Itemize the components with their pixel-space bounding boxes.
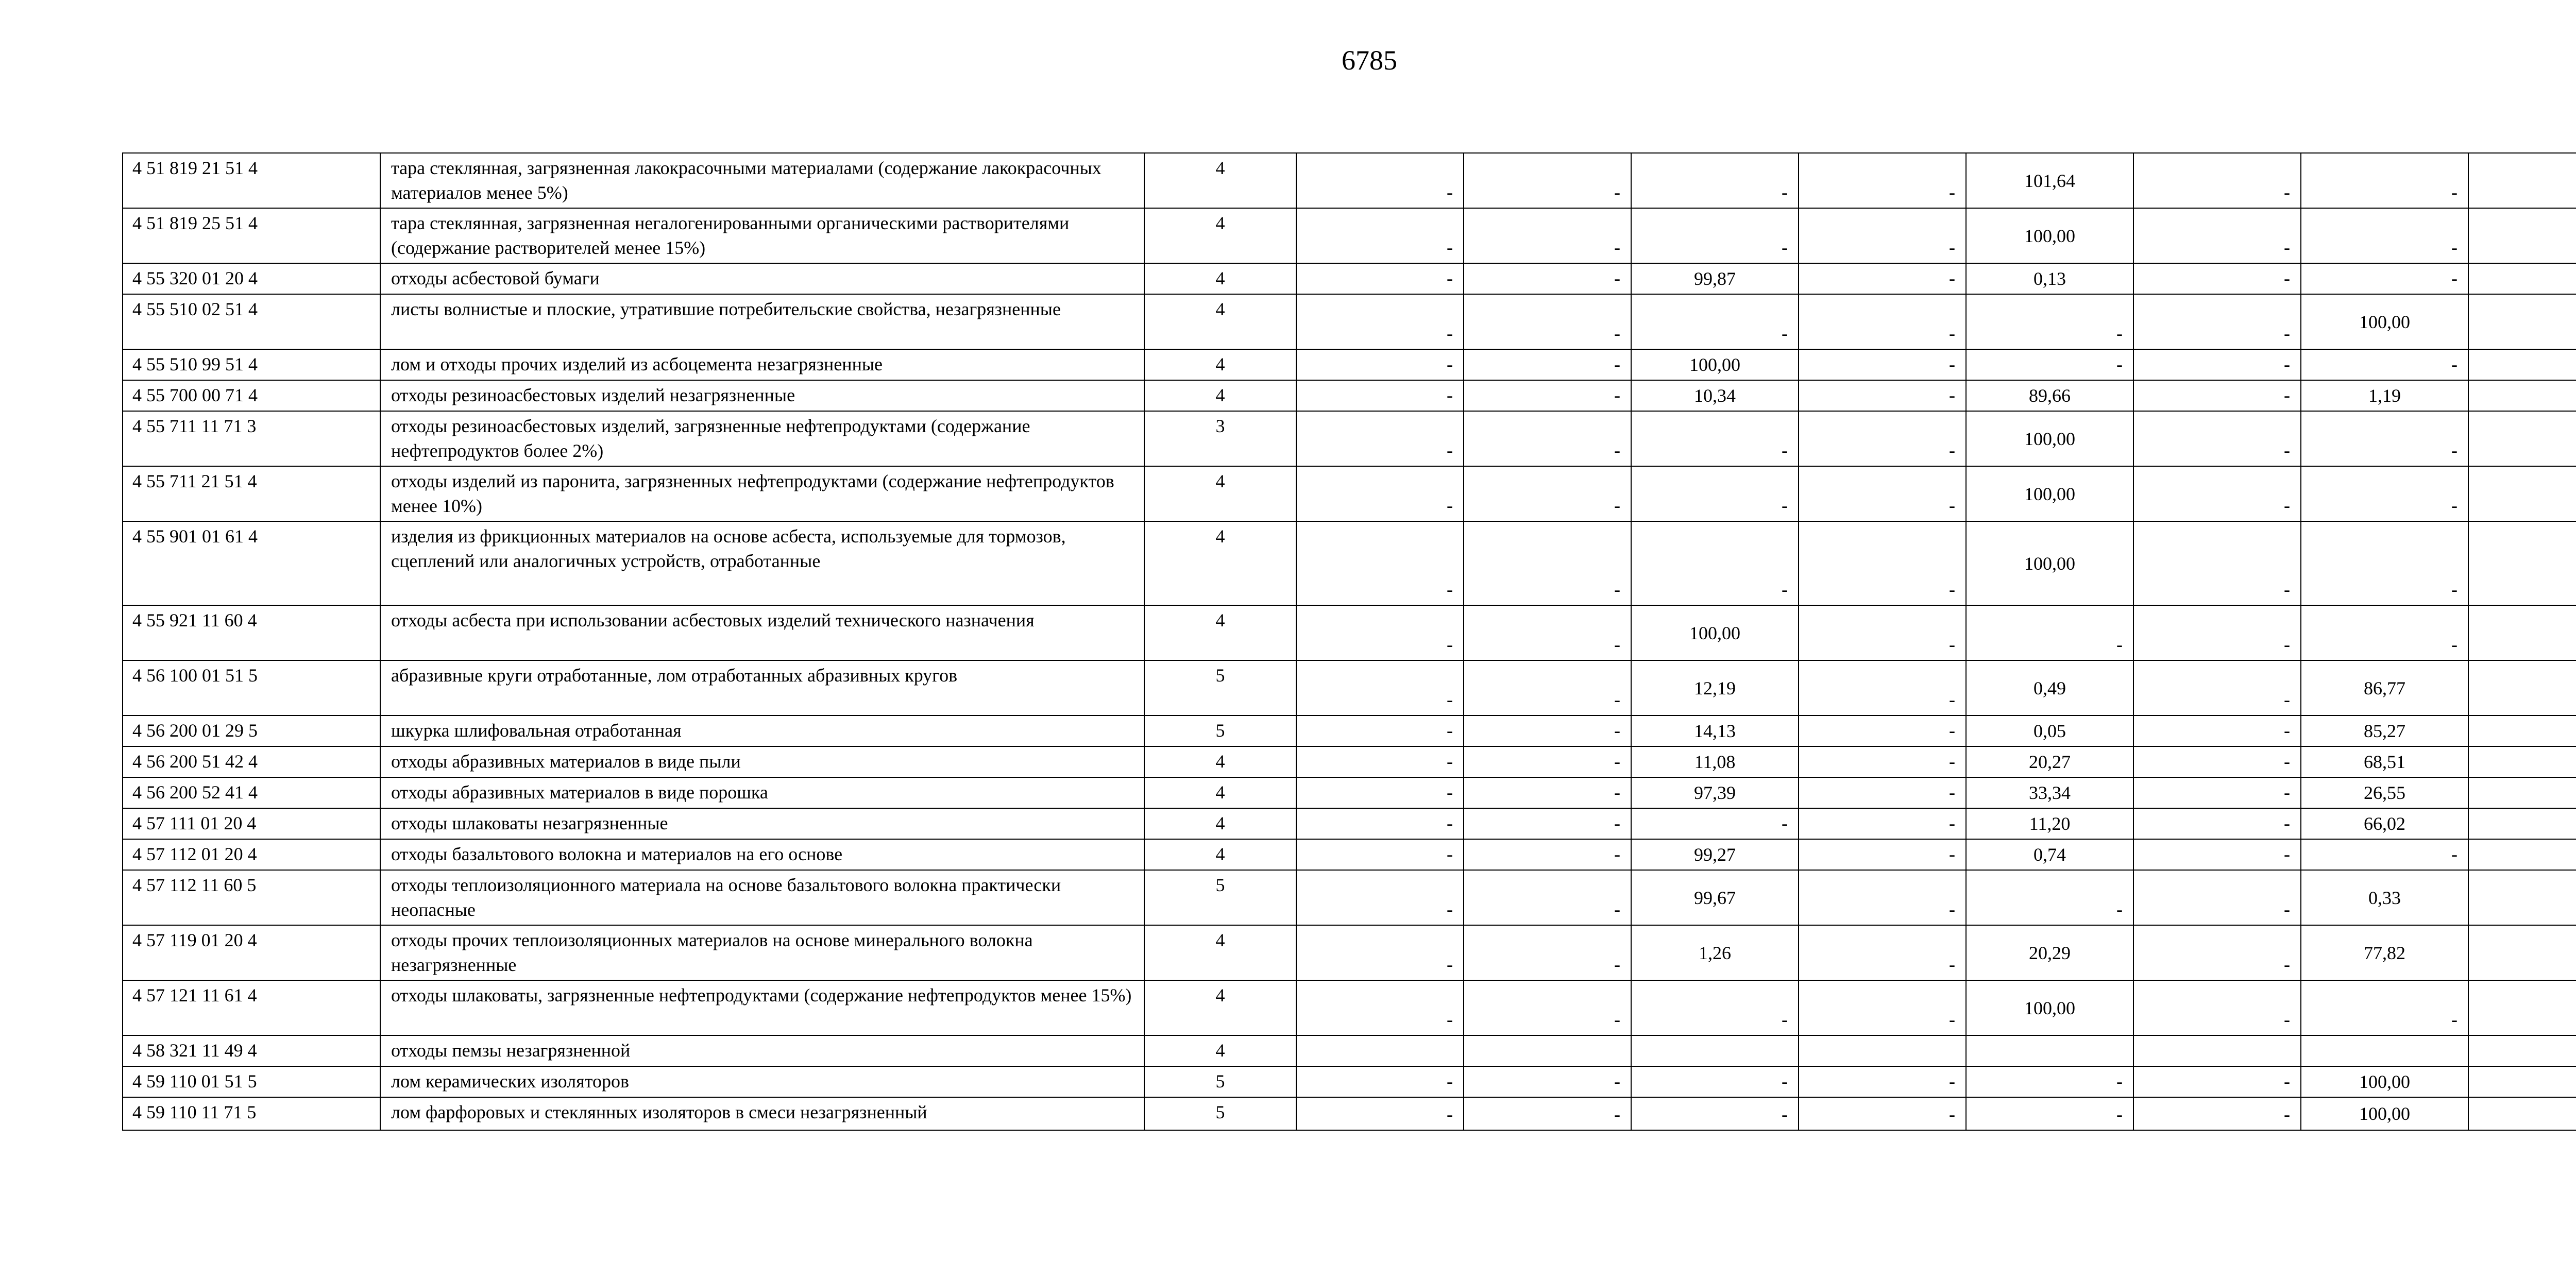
hazard-class-cell: 4 — [1144, 808, 1296, 839]
waste-name-cell: отходы абразивных материалов в виде пыли — [380, 746, 1144, 777]
value-cell: - — [1799, 660, 1966, 715]
value-cell: - — [1799, 808, 1966, 839]
value-cell: - — [1464, 660, 1631, 715]
waste-name-cell: отходы базальтового волокна и материалов на его основе — [380, 839, 1144, 870]
waste-name-cell: листы волнистые и плоские, утратившие потребительские свойства, незагрязненные — [380, 294, 1144, 349]
waste-composition-table — [122, 152, 2576, 1131]
value-cell — [2468, 1066, 2576, 1097]
value-cell: 33,34 — [1966, 777, 2133, 808]
value-cell: - — [2133, 605, 2301, 660]
value-cell: - — [1296, 980, 1464, 1035]
waste-name-cell: лом керамических изоляторов — [380, 1066, 1144, 1097]
waste-code-cell: 4 57 121 11 61 4 — [123, 980, 380, 1035]
table-row — [123, 263, 2576, 294]
value-cell: - — [1464, 715, 1631, 746]
value-cell: - — [1799, 715, 1966, 746]
value-cell: - — [1464, 294, 1631, 349]
value-cell: - — [1799, 208, 1966, 263]
hazard-class-cell: 4 — [1144, 746, 1296, 777]
value-cell — [2468, 980, 2576, 1035]
value-cell — [2468, 411, 2576, 466]
value-cell: - — [1799, 1097, 1966, 1130]
value-cell: - — [2133, 380, 2301, 411]
value-cell: - — [1966, 870, 2133, 925]
value-cell: - — [1799, 777, 1966, 808]
value-cell — [2468, 349, 2576, 380]
value-cell: - — [1296, 839, 1464, 870]
table-row — [123, 153, 2576, 208]
value-cell: 100,00 — [1966, 521, 2133, 605]
table-row — [123, 808, 2576, 839]
value-cell: - — [2133, 411, 2301, 466]
waste-name-cell: отходы теплоизоляционного материала на основе базальтового волокна практически неопасные — [380, 870, 1144, 925]
value-cell: - — [2133, 1066, 2301, 1097]
table-row — [123, 411, 2576, 466]
page-number: 6785 — [1342, 45, 1397, 76]
hazard-class-cell: 4 — [1144, 349, 1296, 380]
waste-code-cell: 4 57 112 11 60 5 — [123, 870, 380, 925]
value-cell: - — [2301, 466, 2468, 521]
value-cell: - — [1464, 521, 1631, 605]
value-cell: - — [2301, 411, 2468, 466]
value-cell: - — [1296, 808, 1464, 839]
table-row — [123, 208, 2576, 263]
waste-code-cell: 4 51 819 21 51 4 — [123, 153, 380, 208]
waste-name-cell: отходы асбестовой бумаги — [380, 263, 1144, 294]
value-cell — [2468, 605, 2576, 660]
value-cell: - — [2133, 715, 2301, 746]
waste-code-cell: 4 56 200 52 41 4 — [123, 777, 380, 808]
table-row — [123, 746, 2576, 777]
value-cell: 11,08 — [1631, 746, 1799, 777]
value-cell — [1296, 1035, 1464, 1066]
value-cell — [2468, 153, 2576, 208]
value-cell: - — [1464, 605, 1631, 660]
value-cell — [2468, 263, 2576, 294]
waste-code-cell: 4 57 111 01 20 4 — [123, 808, 380, 839]
value-cell: - — [1799, 153, 1966, 208]
waste-code-cell: 4 55 510 99 51 4 — [123, 349, 380, 380]
value-cell: 0,49 — [1966, 660, 2133, 715]
value-cell: - — [1464, 411, 1631, 466]
value-cell: - — [2133, 349, 2301, 380]
value-cell: - — [1966, 1066, 2133, 1097]
hazard-class-cell: 5 — [1144, 660, 1296, 715]
value-cell: - — [1296, 153, 1464, 208]
waste-code-cell: 4 57 119 01 20 4 — [123, 925, 380, 980]
value-cell: - — [2133, 208, 2301, 263]
value-cell: 0,74 — [1966, 839, 2133, 870]
value-cell: - — [2301, 521, 2468, 605]
value-cell: - — [1464, 349, 1631, 380]
value-cell: 86,77 — [2301, 660, 2468, 715]
value-cell — [2468, 746, 2576, 777]
hazard-class-cell: 4 — [1144, 777, 1296, 808]
value-cell: - — [1296, 380, 1464, 411]
waste-name-cell: отходы изделий из паронита, загрязненных нефтепродуктами (содержание нефтепродуктов менее 10%) — [380, 466, 1144, 521]
value-cell: 20,27 — [1966, 746, 2133, 777]
hazard-class-cell: 4 — [1144, 466, 1296, 521]
value-cell: - — [1464, 839, 1631, 870]
value-cell: - — [1799, 466, 1966, 521]
value-cell: - — [2301, 208, 2468, 263]
value-cell: - — [1966, 605, 2133, 660]
value-cell: - — [2301, 153, 2468, 208]
value-cell: 100,00 — [1966, 466, 2133, 521]
value-cell: - — [1799, 411, 1966, 466]
table-row — [123, 925, 2576, 980]
value-cell: 68,51 — [2301, 746, 2468, 777]
waste-name-cell: отходы шлаковаты незагрязненные — [380, 808, 1144, 839]
value-cell: - — [1296, 660, 1464, 715]
value-cell: - — [1799, 349, 1966, 380]
value-cell: - — [1631, 294, 1799, 349]
waste-code-cell: 4 56 200 51 42 4 — [123, 746, 380, 777]
value-cell: - — [1464, 208, 1631, 263]
waste-code-cell: 4 55 921 11 60 4 — [123, 605, 380, 660]
value-cell: - — [1464, 263, 1631, 294]
waste-code-cell: 4 56 100 01 51 5 — [123, 660, 380, 715]
value-cell: - — [1799, 380, 1966, 411]
table-row — [123, 466, 2576, 521]
value-cell — [2468, 660, 2576, 715]
value-cell: - — [2133, 153, 2301, 208]
value-cell: 89,66 — [1966, 380, 2133, 411]
waste-name-cell: отходы асбеста при использовании асбестовых изделий технического назначения — [380, 605, 1144, 660]
hazard-class-cell: 4 — [1144, 980, 1296, 1035]
hazard-class-cell: 4 — [1144, 380, 1296, 411]
value-cell: - — [2133, 808, 2301, 839]
value-cell: 10,34 — [1631, 380, 1799, 411]
value-cell: - — [1799, 263, 1966, 294]
waste-name-cell: отходы абразивных материалов в виде порошка — [380, 777, 1144, 808]
table-row — [123, 777, 2576, 808]
value-cell: - — [1296, 263, 1464, 294]
value-cell: - — [1631, 466, 1799, 521]
value-cell: - — [1799, 839, 1966, 870]
waste-name-cell: абразивные круги отработанные, лом отработанных абразивных кругов — [380, 660, 1144, 715]
value-cell: - — [1464, 1066, 1631, 1097]
hazard-class-cell: 4 — [1144, 925, 1296, 980]
value-cell: 100,00 — [2301, 294, 2468, 349]
hazard-class-cell: 4 — [1144, 521, 1296, 605]
value-cell: 99,67 — [1631, 870, 1799, 925]
value-cell: - — [1799, 605, 1966, 660]
value-cell: 1,26 — [1631, 925, 1799, 980]
value-cell — [1799, 1035, 1966, 1066]
value-cell: - — [2301, 980, 2468, 1035]
value-cell: - — [1296, 294, 1464, 349]
value-cell: - — [1464, 380, 1631, 411]
value-cell: - — [1296, 349, 1464, 380]
table-row — [123, 380, 2576, 411]
hazard-class-cell: 4 — [1144, 1035, 1296, 1066]
waste-name-cell: отходы резиноасбестовых изделий незагрязненные — [380, 380, 1144, 411]
value-cell: 100,00 — [2301, 1066, 2468, 1097]
value-cell: - — [1464, 925, 1631, 980]
table-row — [123, 715, 2576, 746]
hazard-class-cell: 4 — [1144, 839, 1296, 870]
value-cell: - — [2133, 870, 2301, 925]
value-cell: 1,19 — [2301, 380, 2468, 411]
waste-code-cell: 4 55 320 01 20 4 — [123, 263, 380, 294]
value-cell: 0,05 — [1966, 715, 2133, 746]
value-cell: - — [2133, 521, 2301, 605]
value-cell: - — [2133, 980, 2301, 1035]
value-cell: - — [1631, 153, 1799, 208]
waste-name-cell: изделия из фрикционных материалов на основе асбеста, используемые для тормозов, сцеплений или аналогичных устройств, отработанные — [380, 521, 1144, 605]
table-row — [123, 660, 2576, 715]
value-cell: - — [2301, 839, 2468, 870]
value-cell: - — [1296, 521, 1464, 605]
value-cell: 11,20 — [1966, 808, 2133, 839]
value-cell: - — [1966, 294, 2133, 349]
value-cell — [2468, 466, 2576, 521]
value-cell: - — [1296, 208, 1464, 263]
value-cell: - — [1799, 1066, 1966, 1097]
table-row — [123, 521, 2576, 605]
value-cell — [2468, 208, 2576, 263]
hazard-class-cell: 5 — [1144, 1066, 1296, 1097]
value-cell: - — [1296, 715, 1464, 746]
value-cell: - — [1799, 980, 1966, 1035]
waste-code-cell: 4 55 711 11 71 3 — [123, 411, 380, 466]
value-cell: - — [1631, 980, 1799, 1035]
value-cell: - — [2301, 263, 2468, 294]
waste-code-cell: 4 56 200 01 29 5 — [123, 715, 380, 746]
value-cell — [2468, 715, 2576, 746]
value-cell: - — [1966, 349, 2133, 380]
value-cell: - — [2133, 263, 2301, 294]
value-cell: - — [1464, 777, 1631, 808]
waste-code-cell: 4 57 112 01 20 4 — [123, 839, 380, 870]
value-cell — [2468, 380, 2576, 411]
value-cell — [2468, 1097, 2576, 1130]
value-cell: - — [2301, 605, 2468, 660]
hazard-class-cell: 5 — [1144, 870, 1296, 925]
value-cell — [2301, 1035, 2468, 1066]
value-cell — [2468, 839, 2576, 870]
value-cell: 26,55 — [2301, 777, 2468, 808]
value-cell: 12,19 — [1631, 660, 1799, 715]
value-cell: 0,33 — [2301, 870, 2468, 925]
hazard-class-cell: 5 — [1144, 1097, 1296, 1130]
value-cell: 99,27 — [1631, 839, 1799, 870]
value-cell: 100,00 — [2301, 1097, 2468, 1130]
waste-code-cell: 4 58 321 11 49 4 — [123, 1035, 380, 1066]
value-cell: - — [1464, 466, 1631, 521]
value-cell — [2468, 1035, 2576, 1066]
value-cell: - — [1464, 870, 1631, 925]
value-cell: - — [1631, 808, 1799, 839]
value-cell: - — [1799, 746, 1966, 777]
table-row — [123, 1066, 2576, 1097]
waste-code-cell: 4 55 901 01 61 4 — [123, 521, 380, 605]
value-cell: 100,00 — [1966, 208, 2133, 263]
value-cell — [2468, 925, 2576, 980]
value-cell — [2468, 294, 2576, 349]
waste-name-cell: отходы шлаковаты, загрязненные нефтепродуктами (содержание нефтепродуктов менее 15%) — [380, 980, 1144, 1035]
hazard-class-cell: 4 — [1144, 605, 1296, 660]
table-row — [123, 980, 2576, 1035]
value-cell — [1631, 1035, 1799, 1066]
value-cell: - — [1631, 1097, 1799, 1130]
value-cell: - — [1631, 411, 1799, 466]
waste-code-cell: 4 55 510 02 51 4 — [123, 294, 380, 349]
waste-name-cell: отходы пемзы незагрязненной — [380, 1035, 1144, 1066]
value-cell: - — [2133, 777, 2301, 808]
value-cell — [2468, 808, 2576, 839]
waste-code-cell: 4 59 110 01 51 5 — [123, 1066, 380, 1097]
value-cell — [1464, 1035, 1631, 1066]
value-cell: - — [1799, 294, 1966, 349]
hazard-class-cell: 3 — [1144, 411, 1296, 466]
value-cell: 66,02 — [2301, 808, 2468, 839]
value-cell: - — [1464, 153, 1631, 208]
hazard-class-cell: 4 — [1144, 294, 1296, 349]
table-row — [123, 1035, 2576, 1066]
value-cell: 100,00 — [1966, 411, 2133, 466]
waste-code-cell: 4 59 110 11 71 5 — [123, 1097, 380, 1130]
table-row — [123, 294, 2576, 349]
waste-code-cell: 4 51 819 25 51 4 — [123, 208, 380, 263]
value-cell: - — [1631, 521, 1799, 605]
value-cell: - — [1799, 925, 1966, 980]
value-cell: 100,00 — [1631, 349, 1799, 380]
value-cell — [2468, 870, 2576, 925]
value-cell — [1966, 1035, 2133, 1066]
value-cell: 20,29 — [1966, 925, 2133, 980]
waste-name-cell: лом и отходы прочих изделий из асбоцемента незагрязненные — [380, 349, 1144, 380]
value-cell: - — [1296, 466, 1464, 521]
value-cell: - — [1464, 1097, 1631, 1130]
value-cell: - — [1296, 605, 1464, 660]
value-cell: 100,00 — [1966, 980, 2133, 1035]
value-cell — [2468, 777, 2576, 808]
value-cell: - — [1296, 925, 1464, 980]
value-cell: - — [1631, 1066, 1799, 1097]
value-cell: - — [2301, 349, 2468, 380]
value-cell: - — [1464, 746, 1631, 777]
value-cell: 99,87 — [1631, 263, 1799, 294]
value-cell: - — [1296, 746, 1464, 777]
value-cell: 101,64 — [1966, 153, 2133, 208]
value-cell: - — [1464, 808, 1631, 839]
value-cell: 97,39 — [1631, 777, 1799, 808]
value-cell: - — [2133, 294, 2301, 349]
waste-name-cell: тара стеклянная, загрязненная негалогенированными органическими растворителями (содержание растворителей менее 15%) — [380, 208, 1144, 263]
value-cell: - — [2133, 925, 2301, 980]
waste-name-cell: отходы резиноасбестовых изделий, загрязненные нефтепродуктами (содержание нефтепродуктов более 2%) — [380, 411, 1144, 466]
value-cell: - — [1296, 1066, 1464, 1097]
waste-name-cell: отходы прочих теплоизоляционных материалов на основе минерального волокна незагрязненные — [380, 925, 1144, 980]
hazard-class-cell: 4 — [1144, 208, 1296, 263]
value-cell: - — [2133, 839, 2301, 870]
value-cell: - — [1464, 980, 1631, 1035]
waste-name-cell: лом фарфоровых и стеклянных изоляторов в смеси незагрязненный — [380, 1097, 1144, 1130]
table-body — [123, 153, 2576, 1130]
waste-name-cell: тара стеклянная, загрязненная лакокрасочными материалами (содержание лакокрасочных материалов менее 5%) — [380, 153, 1144, 208]
waste-code-cell: 4 55 700 00 71 4 — [123, 380, 380, 411]
value-cell: - — [2133, 746, 2301, 777]
waste-composition-table-wrapper — [122, 152, 2576, 1131]
value-cell: 85,27 — [2301, 715, 2468, 746]
value-cell: - — [1799, 521, 1966, 605]
value-cell: - — [1296, 870, 1464, 925]
value-cell: 77,82 — [2301, 925, 2468, 980]
value-cell: - — [1296, 411, 1464, 466]
hazard-class-cell: 4 — [1144, 263, 1296, 294]
table-row — [123, 349, 2576, 380]
value-cell: - — [1799, 870, 1966, 925]
table-row — [123, 839, 2576, 870]
value-cell: 0,13 — [1966, 263, 2133, 294]
hazard-class-cell: 5 — [1144, 715, 1296, 746]
hazard-class-cell: 4 — [1144, 153, 1296, 208]
value-cell: - — [2133, 1097, 2301, 1130]
value-cell — [2468, 521, 2576, 605]
value-cell: - — [1966, 1097, 2133, 1130]
waste-name-cell: шкурка шлифовальная отработанная — [380, 715, 1144, 746]
value-cell: - — [1631, 208, 1799, 263]
table-row — [123, 1097, 2576, 1130]
table-row — [123, 605, 2576, 660]
value-cell: 14,13 — [1631, 715, 1799, 746]
value-cell: - — [1296, 1097, 1464, 1130]
value-cell: - — [2133, 466, 2301, 521]
value-cell — [2133, 1035, 2301, 1066]
table-row — [123, 870, 2576, 925]
value-cell: - — [1296, 777, 1464, 808]
value-cell: 100,00 — [1631, 605, 1799, 660]
waste-code-cell: 4 55 711 21 51 4 — [123, 466, 380, 521]
value-cell: - — [2133, 660, 2301, 715]
